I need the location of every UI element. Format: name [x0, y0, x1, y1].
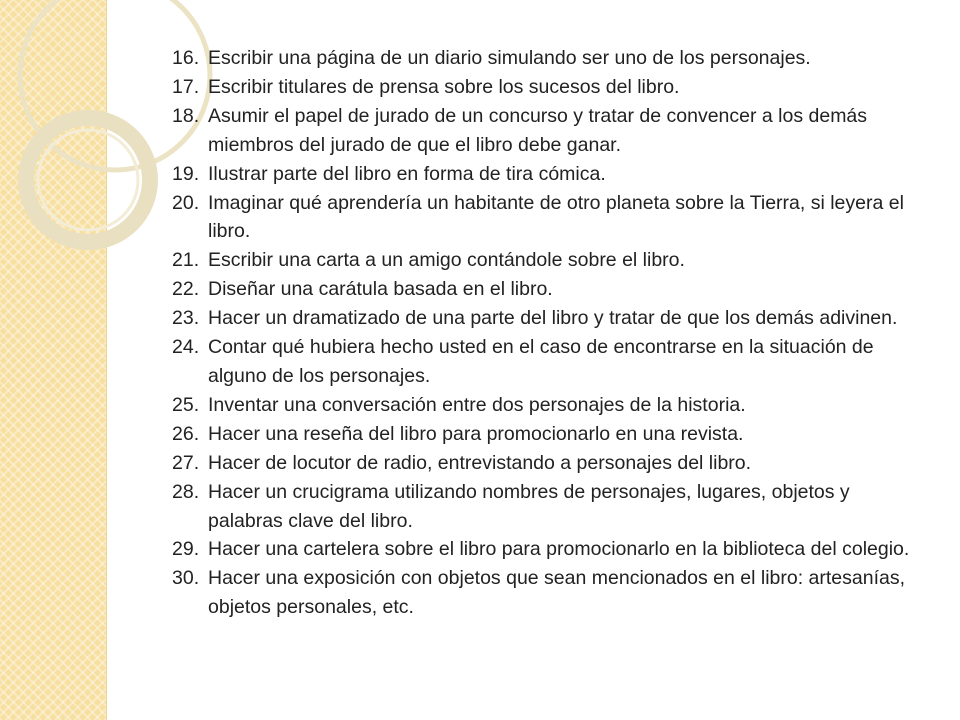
list-item [172, 44, 912, 73]
decorative-side-band [0, 0, 107, 720]
list-item [172, 160, 912, 189]
list-item [172, 246, 912, 275]
numbered-activity-list [172, 44, 912, 622]
list-item [172, 304, 912, 333]
item-text: Hacer una reseña del libro para promocionarlo en una revista. [208, 422, 744, 445]
list-item [172, 535, 912, 564]
item-number: 28. [172, 480, 200, 503]
item-text: Asumir el papel de jurado de un concurso y tratar de convencer a los demás miembros del jurado de que el libro debe ganar. [208, 104, 868, 156]
list-item [172, 564, 912, 622]
item-text: Ilustrar parte del libro en forma de tira cómica. [208, 162, 606, 185]
list-item [172, 391, 912, 420]
item-number: 20. [172, 191, 200, 214]
item-number: 30. [172, 567, 200, 590]
item-text: Inventar una conversación entre dos personajes de la historia. [208, 393, 746, 416]
item-number: 16. [172, 47, 200, 69]
list-item [172, 333, 912, 391]
item-number: 21. [172, 249, 200, 272]
item-number: 23. [172, 307, 200, 330]
item-text: Hacer un crucigrama utilizando nombres de personajes, lugares, objetos y palabras clave del libro. [208, 480, 850, 532]
list-item [172, 73, 912, 102]
item-number: 26. [172, 422, 200, 445]
item-number: 18. [172, 104, 200, 127]
list-item [172, 275, 912, 304]
item-text: Escribir una carta a un amigo contándole sobre el libro. [208, 249, 685, 272]
item-number: 29. [172, 538, 200, 561]
item-number: 27. [172, 451, 200, 474]
item-number: 17. [172, 75, 200, 98]
list-item [172, 102, 912, 160]
item-text: Contar qué hubiera hecho usted en el caso de encontrarse en la situación de alguno de los personajes. [208, 336, 874, 387]
list-item [172, 449, 912, 478]
item-number: 24. [172, 336, 200, 359]
item-number: 19. [172, 162, 200, 185]
list-item [172, 189, 912, 247]
item-number: 22. [172, 278, 200, 301]
item-text: Hacer de locutor de radio, entrevistando a personajes del libro. [208, 451, 752, 474]
item-text: Hacer un dramatizado de una parte del libro y tratar de que los demás adivinen. [208, 307, 898, 330]
list-item [172, 420, 912, 449]
item-text: Diseñar una carátula basada en el libro. [208, 278, 553, 301]
item-text: Hacer una cartelera sobre el libro para promocionarlo en la biblioteca del colegio. [208, 538, 910, 561]
item-text: Imaginar qué aprendería un habitante de otro planeta sobre la Tierra, si leyera el libro. [208, 191, 904, 243]
item-text: Escribir una página de un diario simulando ser uno de los personajes. [208, 47, 811, 69]
item-text: Escribir titulares de prensa sobre los sucesos del libro. [208, 75, 680, 98]
list-item [172, 478, 912, 536]
item-text: Hacer una exposición con objetos que sean mencionados en el libro: artesanías, objetos personales, etc. [208, 567, 906, 619]
item-number: 25. [172, 393, 200, 416]
